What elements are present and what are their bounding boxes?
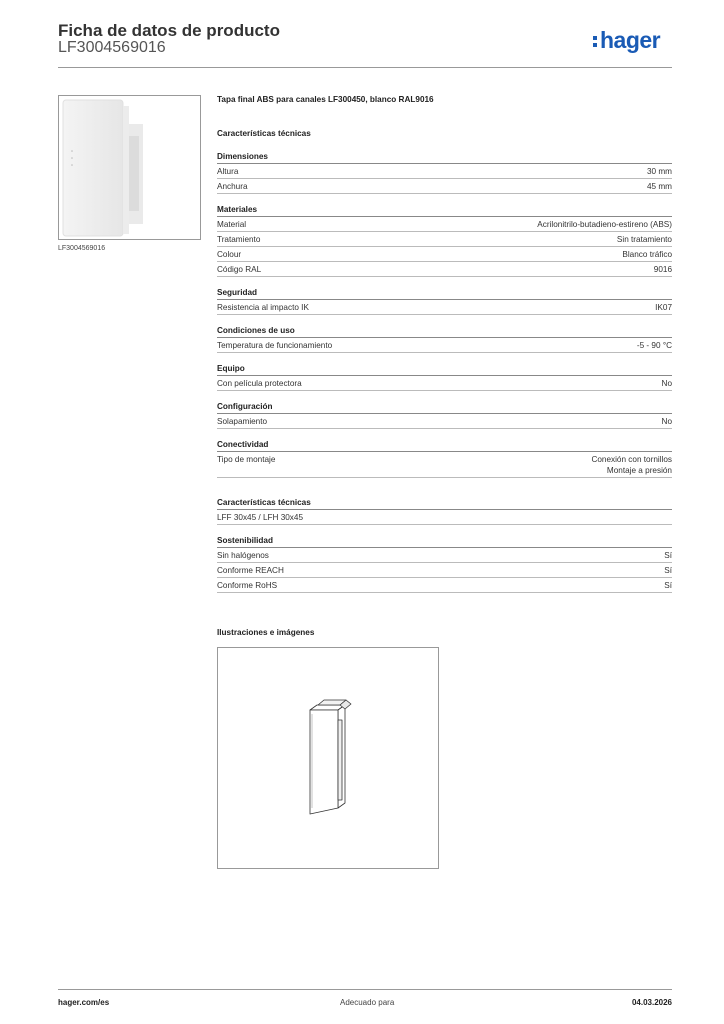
- group-title: Características técnicas: [217, 498, 672, 510]
- logo-text: hager: [600, 27, 661, 53]
- spec-value: -5 - 90 °C: [636, 341, 672, 350]
- footer-divider: [58, 989, 672, 990]
- spec-value-group: [591, 454, 672, 476]
- spec-label: Sin halógenos: [217, 551, 269, 560]
- footer-date: 04.03.2026: [631, 998, 672, 1007]
- spec-value: Montaje a presión: [606, 466, 672, 475]
- spec-value: IK07: [655, 303, 672, 312]
- header-divider: [58, 67, 672, 68]
- spec-label: Resistencia al impacto IK: [217, 303, 309, 312]
- spec-row: [217, 548, 672, 563]
- spec-row: [217, 232, 672, 247]
- spec-row: [217, 179, 672, 194]
- illustrations-title: Ilustraciones e imágenes: [217, 628, 315, 637]
- spec-value: Sí: [664, 551, 672, 560]
- spec-row: [217, 414, 672, 429]
- spec-label: Solapamiento: [217, 417, 268, 426]
- spec-row: [217, 338, 672, 353]
- footer-website-link[interactable]: hager.com/es: [58, 998, 110, 1007]
- logo-dots-icon: [593, 33, 598, 50]
- spec-label: Colour: [217, 250, 242, 259]
- spec-row: [217, 300, 672, 315]
- spec-row: [217, 376, 672, 391]
- hager-logo: [593, 27, 660, 54]
- thumbnail-caption: LF3004569016: [58, 245, 106, 252]
- spec-label: Conforme RoHS: [217, 581, 278, 590]
- group-conectividad: [217, 440, 672, 478]
- group-title: Equipo: [217, 364, 672, 376]
- spec-row: [217, 510, 672, 525]
- end-cap-drawing-icon: [218, 648, 438, 868]
- group-sostenibilidad: [217, 536, 672, 593]
- spec-row: [217, 563, 672, 578]
- spec-value: Blanco tráfico: [622, 250, 672, 259]
- spec-value: Sin tratamiento: [616, 235, 672, 244]
- end-cap-photo-icon: [59, 96, 200, 239]
- product-thumbnail: [58, 95, 201, 240]
- group-title: Dimensiones: [217, 152, 672, 164]
- page-title: Ficha de datos de producto: [58, 21, 280, 40]
- spec-row: [217, 452, 672, 478]
- group-equipo: [217, 364, 672, 391]
- footer-suitable-for: Adecuado para: [340, 998, 395, 1007]
- group-title: Configuración: [217, 402, 672, 414]
- spec-label: Anchura: [217, 182, 248, 191]
- spec-value: No: [661, 417, 672, 426]
- group-tech2: [217, 498, 672, 525]
- product-description: Tapa final ABS para canales LF300450, blanco RAL9016: [217, 95, 434, 104]
- group-seguridad: [217, 288, 672, 315]
- specifications: [217, 95, 672, 593]
- group-dimensiones: [217, 152, 672, 194]
- spec-value: Sí: [664, 581, 672, 590]
- spec-label: Altura: [217, 167, 239, 176]
- group-title: Condiciones de uso: [217, 326, 672, 338]
- spec-label: Temperatura de funcionamiento: [217, 341, 333, 350]
- group-title: Conectividad: [217, 440, 672, 452]
- spec-label: Material: [217, 220, 247, 229]
- spec-row: [217, 247, 672, 262]
- tech-section-title: Características técnicas: [217, 129, 311, 138]
- spec-value: 45 mm: [646, 182, 672, 191]
- spec-label: LFF 30x45 / LFH 30x45: [217, 513, 304, 522]
- spec-value: Sí: [664, 566, 672, 575]
- group-title: Materiales: [217, 205, 672, 217]
- spec-row: [217, 262, 672, 277]
- spec-row: [217, 217, 672, 232]
- spec-label: Conforme REACH: [217, 566, 284, 575]
- spec-row: [217, 164, 672, 179]
- group-condiciones: [217, 326, 672, 353]
- spec-value: 9016: [653, 265, 672, 274]
- spec-label: Con película protectora: [217, 379, 302, 388]
- group-title: Sostenibilidad: [217, 536, 672, 548]
- spec-label: Código RAL: [217, 265, 262, 274]
- spec-row: [217, 578, 672, 593]
- spec-value: Conexión con tornillos: [591, 455, 672, 464]
- illustration-frame: [217, 647, 439, 869]
- group-title: Seguridad: [217, 288, 672, 300]
- spec-value: No: [661, 379, 672, 388]
- group-configuracion: [217, 402, 672, 429]
- spec-value: 30 mm: [646, 167, 672, 176]
- product-code: LF3004569016: [58, 39, 166, 56]
- spec-label: Tratamiento: [217, 235, 261, 244]
- spec-label: Tipo de montaje: [217, 455, 276, 464]
- spec-value: Acrilonitrilo-butadieno-estireno (ABS): [537, 220, 672, 229]
- group-materiales: [217, 205, 672, 277]
